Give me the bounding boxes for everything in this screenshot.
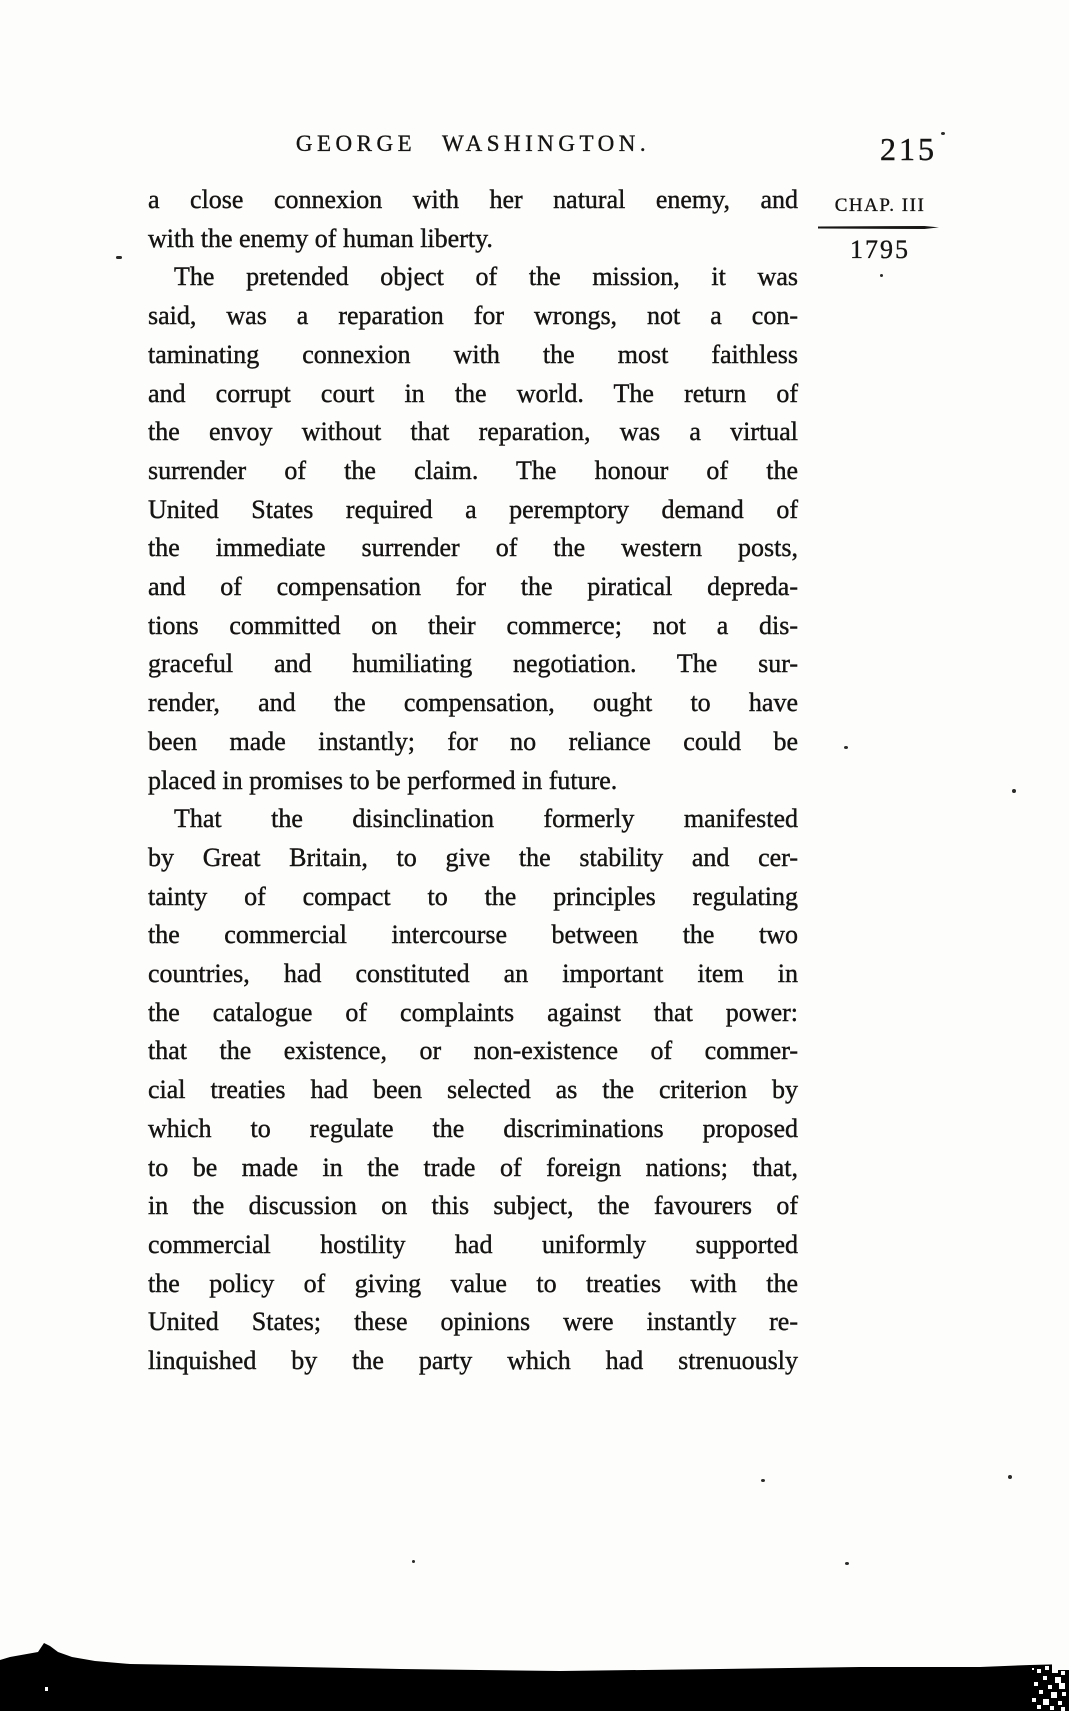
text-line: the commercial intercourse between the two bbox=[148, 920, 798, 950]
scan-artifact-band bbox=[0, 1628, 1069, 1711]
text-line: The pretended object of the mission, it was bbox=[174, 262, 798, 292]
text-line: placed in promises to be performed in future. bbox=[148, 765, 618, 795]
scan-speck bbox=[1012, 789, 1016, 793]
text-line: United States; these opinions were instantly re- bbox=[148, 1307, 798, 1337]
text-line: linquished by the party which had strenuously bbox=[148, 1346, 798, 1376]
scan-speck bbox=[1008, 1475, 1012, 1479]
scan-speck bbox=[845, 1562, 849, 1565]
text-line: render, and the compensation, ought to have bbox=[148, 688, 798, 718]
page-number: 215 bbox=[880, 131, 937, 167]
running-header: GEORGE WASHINGTON. bbox=[295, 131, 651, 156]
scan-speck bbox=[941, 132, 945, 135]
text-block bbox=[148, 181, 798, 1381]
scan-white-dot bbox=[45, 1687, 48, 1691]
margin-note bbox=[818, 195, 942, 265]
scan-noise-speckles bbox=[1032, 1668, 1034, 1670]
text-line: to be made in the trade of foreign nations; that, bbox=[148, 1152, 798, 1182]
text-line: graceful and humiliating negotiation. The sur- bbox=[148, 649, 798, 679]
scan-speck bbox=[116, 256, 122, 259]
text-line: countries, had constituted an important item in bbox=[148, 959, 798, 989]
text-line: tions committed on their commerce; not a dis- bbox=[148, 610, 798, 640]
text-line: tainty of compact to the principles regulating bbox=[148, 881, 798, 911]
paragraph bbox=[148, 258, 798, 800]
text-line: a close connexion with her natural enemy, and bbox=[148, 185, 798, 214]
text-line: and of compensation for the piratical depreda- bbox=[148, 572, 798, 602]
text-line: been made instantly; for no reliance could be bbox=[148, 726, 798, 756]
scan-corner-notch bbox=[1052, 1663, 1069, 1670]
text-line: in the discussion on this subject, the favourers of bbox=[148, 1191, 798, 1221]
paragraph bbox=[148, 800, 798, 1381]
text-line: that the existence, or non-existence of commer- bbox=[148, 1036, 798, 1066]
text-line: and corrupt court in the world. The return of bbox=[148, 378, 798, 408]
text-line: United States required a peremptory demand of bbox=[148, 494, 798, 524]
paragraph bbox=[148, 181, 798, 258]
scan-speck bbox=[880, 274, 883, 277]
text-line: which to regulate the discriminations proposed bbox=[148, 1113, 798, 1143]
text-line: the catalogue of complaints against that power: bbox=[148, 997, 798, 1027]
scan-speck bbox=[844, 746, 848, 749]
text-line: commercial hostility had uniformly supported bbox=[148, 1229, 798, 1259]
text-line: cial treaties had been selected as the criterion by bbox=[148, 1075, 798, 1105]
scan-speck bbox=[412, 1560, 415, 1563]
margin-year-label: 1795 bbox=[850, 235, 910, 264]
text-line: said, was a reparation for wrongs, not a con- bbox=[148, 301, 798, 331]
text-line: surrender of the claim. The honour of the bbox=[148, 455, 798, 485]
scan-speck bbox=[761, 1479, 765, 1482]
text-line: the immediate surrender of the western posts, bbox=[148, 533, 798, 563]
text-line: the envoy without that reparation, was a virtual bbox=[148, 417, 798, 447]
text-line: taminating connexion with the most faithless bbox=[148, 339, 798, 369]
text-line: with the enemy of human liberty. bbox=[148, 223, 493, 253]
text-line: That the disinclination formerly manifested bbox=[174, 804, 798, 834]
text-line: by Great Britain, to give the stability and cer- bbox=[148, 842, 798, 872]
margin-chapter-label: CHAP. III bbox=[834, 195, 926, 216]
margin-rule bbox=[818, 226, 939, 229]
text-line: the policy of giving value to treaties with the bbox=[148, 1268, 798, 1298]
